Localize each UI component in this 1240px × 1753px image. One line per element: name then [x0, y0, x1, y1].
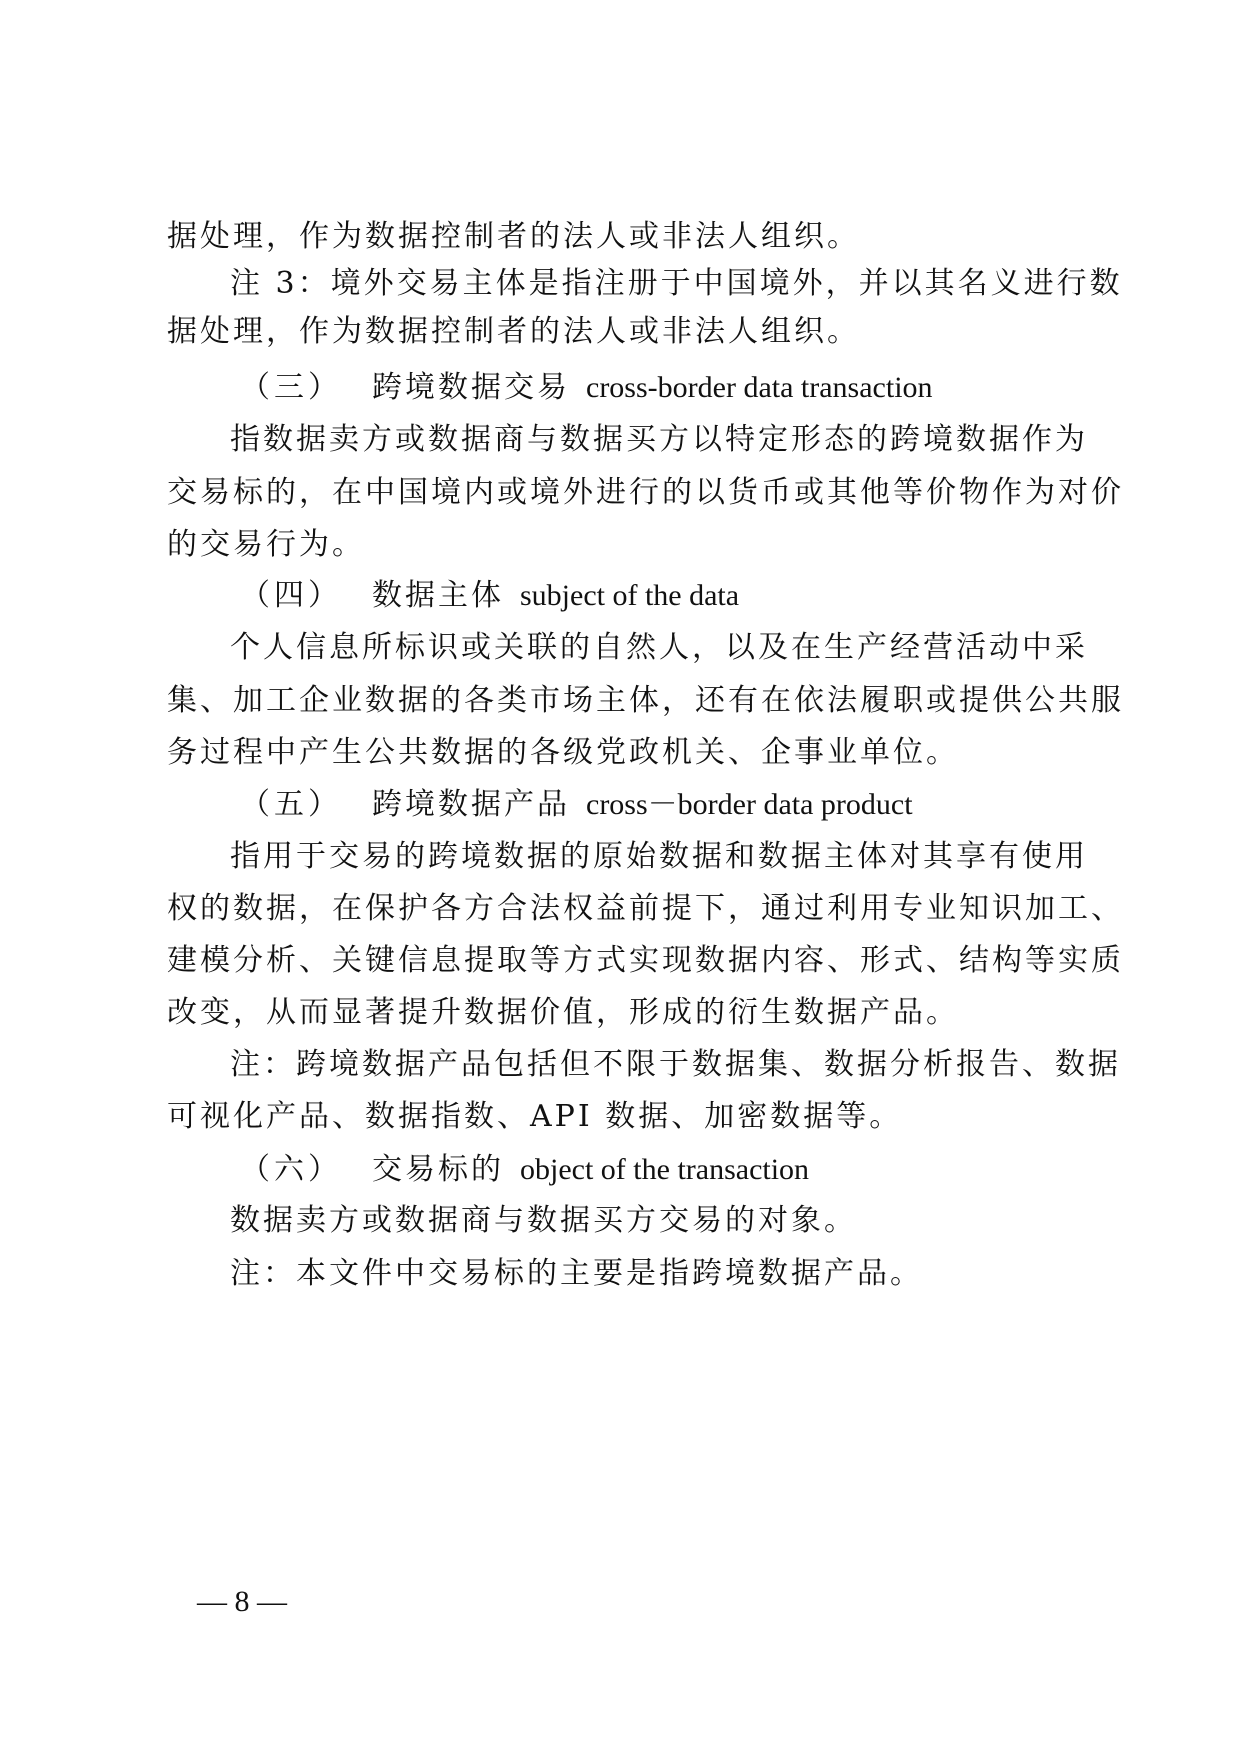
definition-line: 务过程中产生公共数据的各级党政机关、企事业单位。 [167, 735, 959, 770]
definition-line: 权的数据，在保护各方合法权益前提下，通过利用专业知识加工、 [167, 891, 1124, 926]
definition-line: 个人信息所标识或关联的自然人，以及在生产经营活动中采 [230, 630, 1088, 665]
term-english: object of the transaction [520, 1153, 810, 1186]
term-heading-6 [240, 1150, 809, 1190]
term-chinese: 交易标的 [372, 1152, 504, 1187]
definition-line: 的交易行为。 [167, 527, 365, 562]
term-english: cross－border data product [586, 788, 913, 821]
definition-line: 指数据卖方或数据商与数据买方以特定形态的跨境数据作为 [230, 422, 1088, 457]
term-chinese: 跨境数据交易 [372, 370, 570, 405]
paragraph-line: 据处理，作为数据控制者的法人或非法人组织。 [167, 219, 860, 254]
note-line: 注：跨境数据产品包括但不限于数据集、数据分析报告、数据 [230, 1047, 1121, 1082]
definition-line: 数据卖方或数据商与数据买方交易的对象。 [230, 1203, 857, 1238]
page-number: — 8 — [197, 1585, 287, 1618]
paragraph-line: 据处理，作为数据控制者的法人或非法人组织。 [167, 314, 860, 349]
definition-line: 指用于交易的跨境数据的原始数据和数据主体对其享有使用 [230, 839, 1088, 874]
term-number: （三） [240, 370, 342, 405]
definition-line: 集、加工企业数据的各类市场主体，还有在依法履职或提供公共服 [167, 683, 1124, 718]
definition-line: 改变，从而显著提升数据价值，形成的衍生数据产品。 [167, 995, 959, 1030]
term-chinese: 数据主体 [372, 578, 504, 613]
term-english: cross-border data transaction [586, 371, 933, 404]
term-number: （六） [240, 1152, 342, 1187]
note-line: 可视化产品、数据指数、API 数据、加密数据等。 [167, 1099, 903, 1134]
note-line: 注：本文件中交易标的主要是指跨境数据产品。 [230, 1256, 923, 1291]
term-number: （五） [240, 787, 342, 822]
term-heading-5 [240, 785, 913, 825]
term-chinese: 跨境数据产品 [372, 787, 570, 822]
definition-line: 建模分析、关键信息提取等方式实现数据内容、形式、结构等实质 [167, 943, 1124, 978]
definition-line: 交易标的，在中国境内或境外进行的以货币或其他等价物作为对价 [167, 475, 1124, 510]
term-number: （四） [240, 578, 342, 613]
term-heading-4 [240, 576, 739, 616]
term-heading-3 [240, 368, 933, 408]
note-3-line: 注 3：境外交易主体是指注册于中国境外，并以其名义进行数 [230, 266, 1123, 301]
term-english: subject of the data [520, 579, 740, 612]
